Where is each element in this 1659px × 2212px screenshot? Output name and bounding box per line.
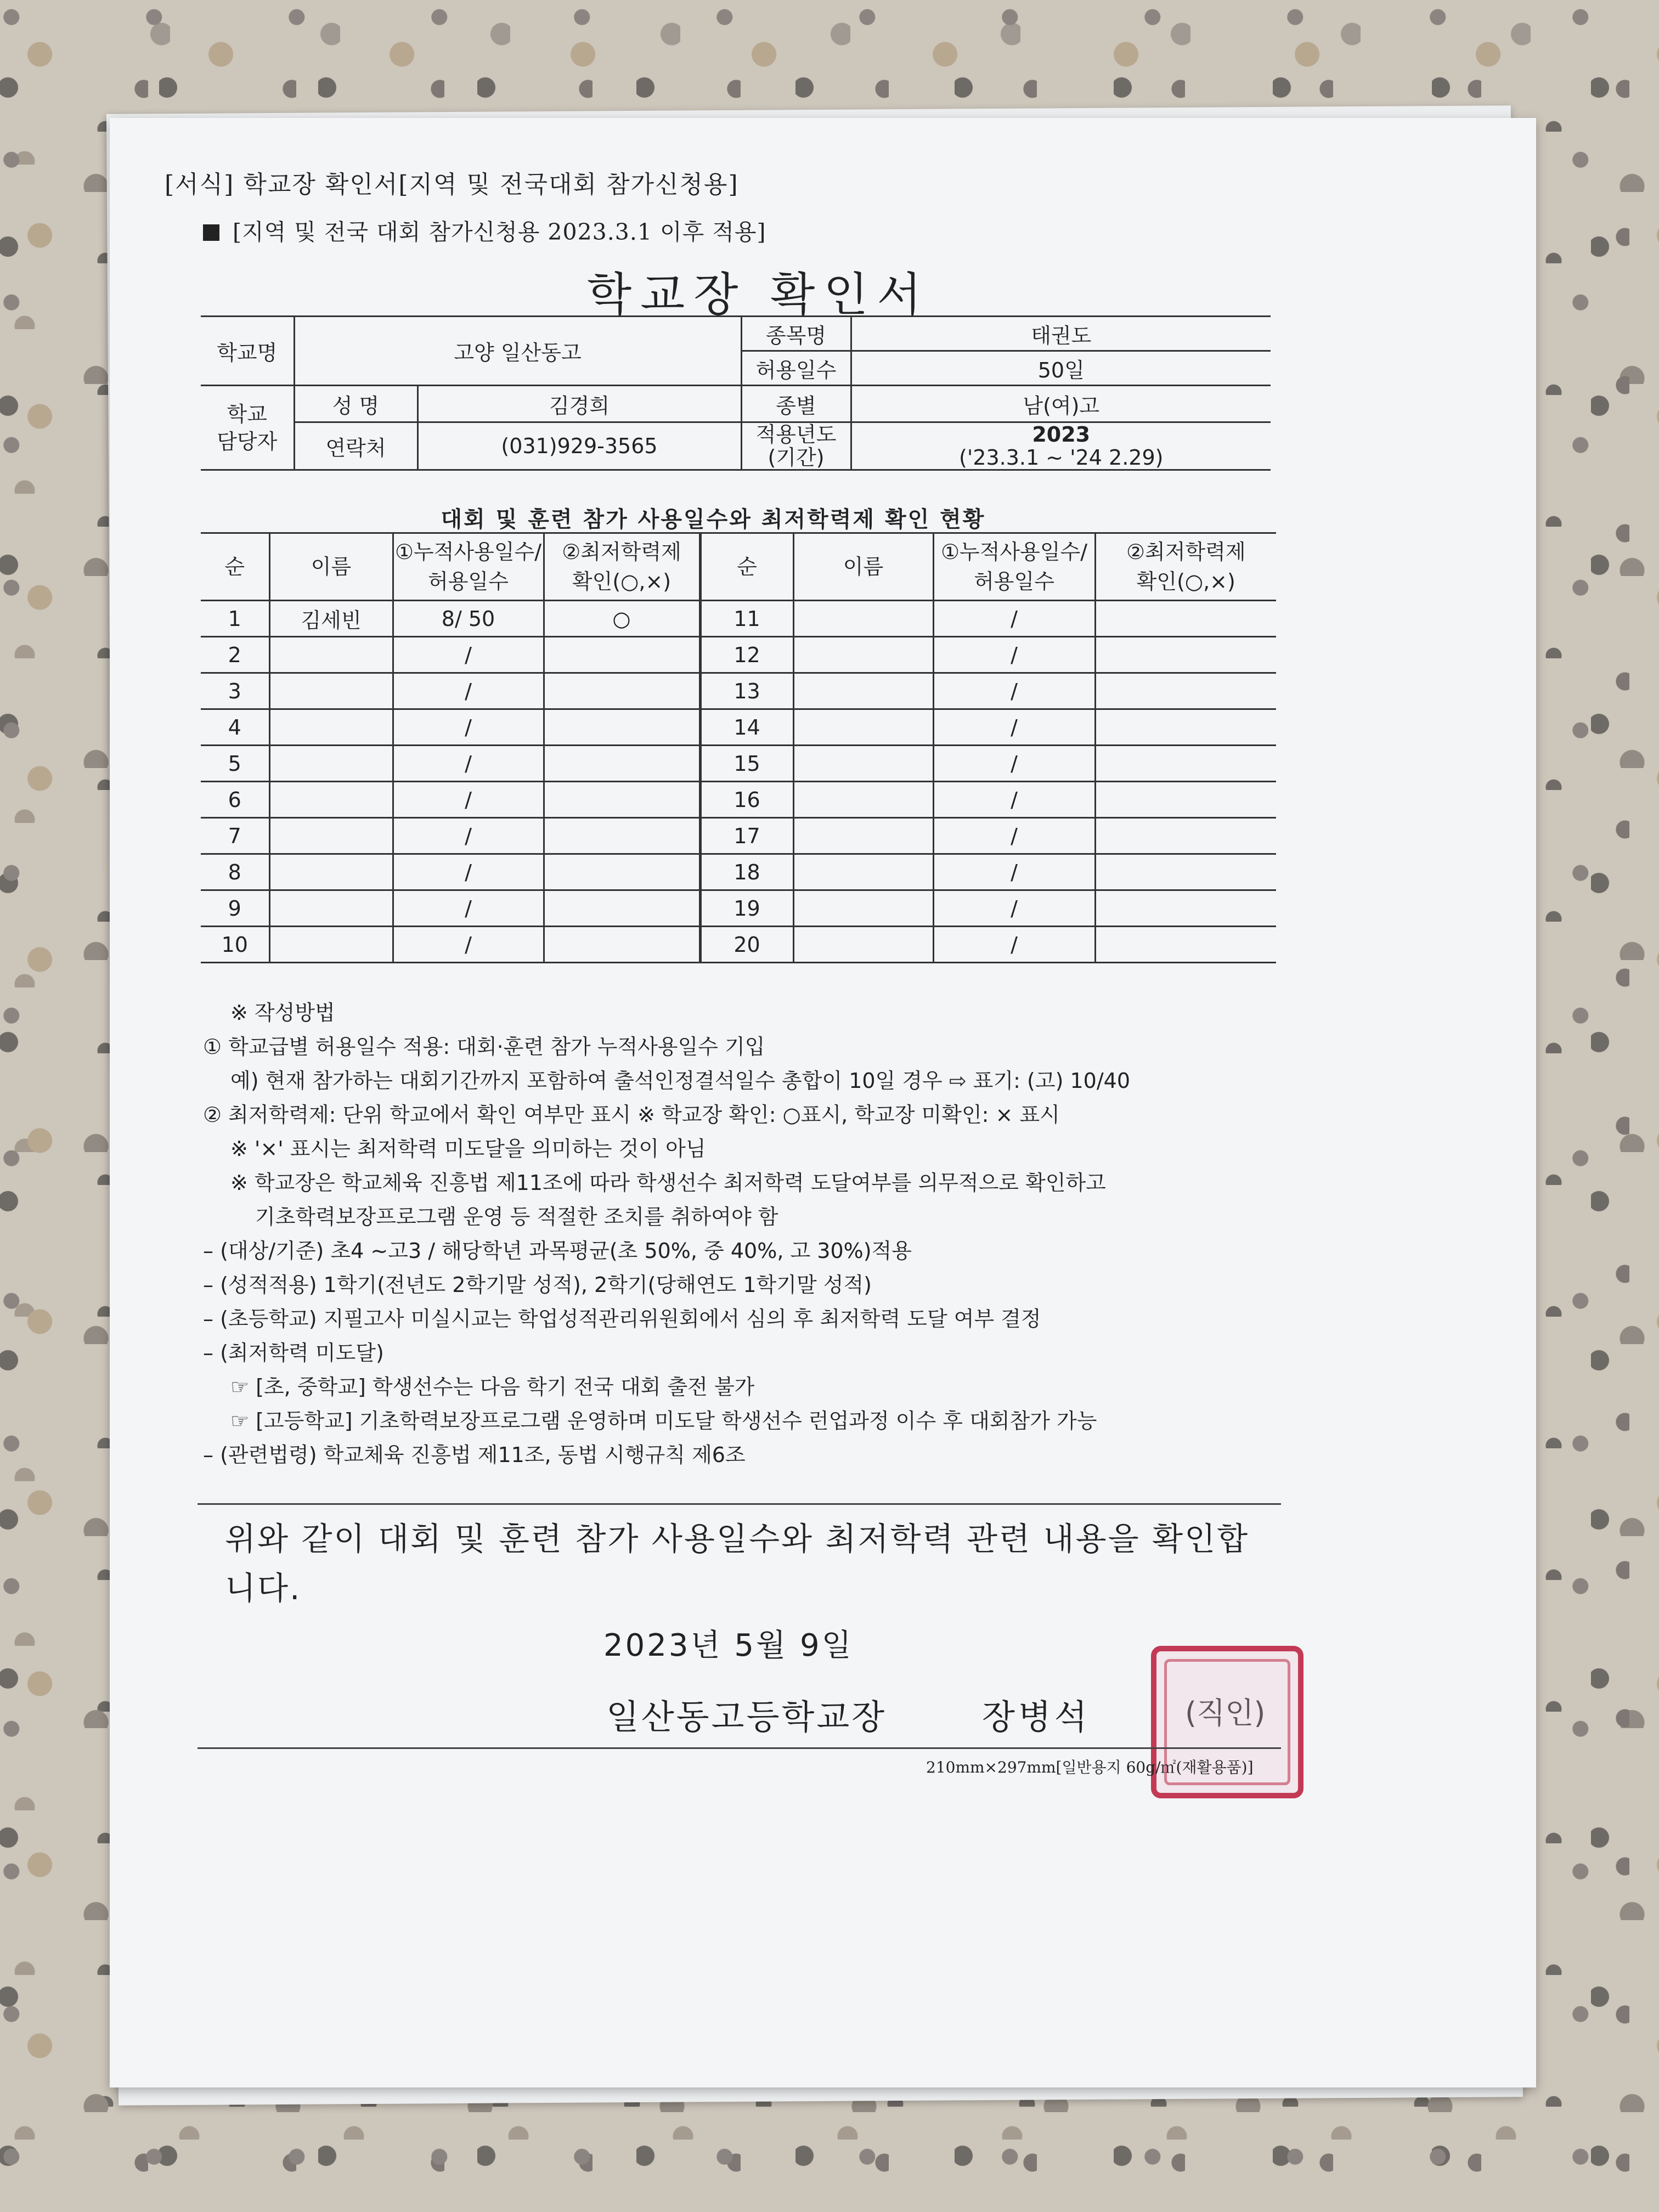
cell-check <box>544 927 700 963</box>
note-line: ☞ [고등학교] 기초학력보장프로그램 운영하며 미도달 학생선수 런업과정 이수 후 대회참가 가능 <box>230 1409 1097 1433</box>
note-line: – (성적적용) 1학기(전년도 2학기말 성적), 2학기(당해연도 1학기말 성적) <box>203 1273 872 1297</box>
cell-check <box>544 818 700 854</box>
cell-name <box>269 818 393 854</box>
cell-days: / <box>933 927 1095 963</box>
cell-days: / <box>393 818 544 854</box>
cell-no: 2 <box>201 637 269 673</box>
note-line: ② 최저학력제: 단위 학교에서 확인 여부만 표시 ※ 학교장 확인: ○표시, 학교장 미확인: × 표시 <box>203 1103 1060 1127</box>
cell-days: / <box>933 890 1095 927</box>
year-label: 적용년도 (기간) <box>741 422 851 470</box>
cell-check <box>544 746 700 782</box>
note-line: ※ '×' 표시는 최저학력 미도달을 의미하는 것이 아님 <box>230 1137 706 1161</box>
cell-name <box>269 637 393 673</box>
cell-check <box>1095 890 1276 927</box>
cell-days: / <box>393 854 544 890</box>
cell-days: / <box>393 673 544 709</box>
principal-title: 일산동고등학교장 <box>606 1697 887 1737</box>
cell-name <box>793 709 933 746</box>
allowed-days-value: 50일 <box>851 351 1271 386</box>
note-line: – (초등학교) 지필고사 미실시교는 학업성적관리위원회에서 심의 후 최저학력 도달 여부 결정 <box>203 1307 1041 1331</box>
cell-days: / <box>933 854 1095 890</box>
cell-no: 15 <box>700 746 793 782</box>
contact-label: 연락처 <box>294 422 417 470</box>
note-line: 예) 현재 참가하는 대회기간까지 포함하여 출석인정결석일수 총합이 10일 경우 ⇨ 표기: (고) 10/40 <box>230 1069 1131 1093</box>
issue-date: 2023년 5월 9일 <box>603 1628 854 1663</box>
type-value: 남(여)고 <box>851 386 1271 422</box>
cell-no: 3 <box>201 673 269 709</box>
cell-name <box>793 818 933 854</box>
cell-no: 13 <box>700 673 793 709</box>
table-row <box>201 746 1276 782</box>
note-line: 기초학력보장프로그램 운영 등 적절한 조치를 취하여야 함 <box>255 1205 778 1229</box>
cell-no: 17 <box>700 818 793 854</box>
cell-no: 9 <box>201 890 269 927</box>
note-line: – (관련법령) 학교체육 진흥법 제11조, 동법 시행규칙 제6조 <box>203 1443 746 1467</box>
cell-no: 14 <box>700 709 793 746</box>
year-period: ('23.3.1 ~ '24 2.29) <box>959 445 1164 470</box>
confirm-statement: 위와 같이 대회 및 훈련 참가 사용일수와 최저학력 관련 내용을 확인합니다. <box>225 1520 1250 1607</box>
cell-no: 12 <box>700 637 793 673</box>
cell-days: / <box>933 637 1095 673</box>
header-no: 순 <box>201 533 269 601</box>
form-label: [서식] 학교장 확인서[지역 및 전국대회 참가신청용] <box>165 171 739 199</box>
cell-check <box>1095 637 1276 673</box>
table-row <box>201 890 1276 927</box>
apply-note <box>203 214 766 246</box>
manager-label: 학교 담당자 <box>201 386 294 470</box>
cell-days: / <box>933 709 1095 746</box>
header-days: ①누적사용일수/ 허용일수 <box>933 533 1095 601</box>
writing-notes <box>203 996 1130 1472</box>
cell-check <box>544 637 700 673</box>
cell-check <box>544 709 700 746</box>
cell-no: 19 <box>700 890 793 927</box>
cell-name <box>269 927 393 963</box>
note-line: – (대상/기준) 초4 ~고3 / 해당학년 과목평균(초 50%, 중 40%, 고 30%)적용 <box>203 1239 912 1263</box>
cell-name <box>269 673 393 709</box>
cell-days: / <box>933 782 1095 818</box>
cell-name <box>793 890 933 927</box>
cell-check <box>1095 818 1276 854</box>
cell-name <box>793 637 933 673</box>
cell-days: / <box>393 782 544 818</box>
cell-days: / <box>933 601 1095 637</box>
cell-name <box>793 746 933 782</box>
apply-note-text: [지역 및 전국 대회 참가신청용 2023.3.1 이후 적용] <box>233 219 766 245</box>
cell-days: / <box>393 927 544 963</box>
cell-check <box>1095 927 1276 963</box>
table-row <box>201 709 1276 746</box>
paper-spec: 210mm×297mm[일반용지 60g/㎡(재활용품)] <box>926 1758 1254 1776</box>
info-table <box>201 315 1271 471</box>
cell-days: / <box>393 637 544 673</box>
note-line: ※ 학교장은 학교체육 진흥법 제11조에 따라 학생선수 최저학력 도달여부를 의무적으로 확인하고 <box>230 1171 1106 1195</box>
cell-days: / <box>393 709 544 746</box>
cell-check <box>1095 854 1276 890</box>
contact-value: (031)929-3565 <box>417 422 741 470</box>
cell-check <box>1095 709 1276 746</box>
year-value: 2023 <box>1032 422 1091 447</box>
cell-name <box>793 601 933 637</box>
cell-name <box>269 709 393 746</box>
cell-name <box>793 927 933 963</box>
square-bullet-icon <box>203 224 219 241</box>
cell-name <box>793 782 933 818</box>
header-name: 이름 <box>269 533 393 601</box>
cell-name <box>793 673 933 709</box>
cell-days: 8/ 50 <box>393 601 544 637</box>
cell-check <box>544 782 700 818</box>
table-row <box>201 637 1276 673</box>
school-label: 학교명 <box>201 317 294 386</box>
cell-no: 1 <box>201 601 269 637</box>
cell-days: / <box>393 746 544 782</box>
header-no: 순 <box>700 533 793 601</box>
divider <box>198 1747 1281 1749</box>
note-line: ☞ [초, 중학교] 학생선수는 다음 학기 전국 대회 출전 불가 <box>230 1375 755 1399</box>
cell-name <box>269 746 393 782</box>
table-row <box>201 818 1276 854</box>
year-cell <box>851 422 1271 470</box>
participation-rows <box>201 601 1276 963</box>
event-value: 태권도 <box>851 317 1271 351</box>
table-row <box>201 601 1276 637</box>
cell-no: 8 <box>201 854 269 890</box>
type-label: 종별 <box>741 386 851 422</box>
cell-no: 10 <box>201 927 269 963</box>
cell-check <box>544 854 700 890</box>
cell-check: ○ <box>544 601 700 637</box>
header-check: ②최저학력제 확인(○,×) <box>1095 533 1276 601</box>
notes-heading: ※ 작성방법 <box>230 1001 335 1025</box>
divider <box>198 1503 1281 1505</box>
name-label: 성 명 <box>294 386 417 422</box>
document-title: 학교장 확인서 <box>587 268 930 321</box>
cell-no: 18 <box>700 854 793 890</box>
event-label: 종목명 <box>741 317 851 351</box>
table-row <box>201 854 1276 890</box>
cell-check <box>1095 601 1276 637</box>
table-row <box>201 673 1276 709</box>
cell-no: 7 <box>201 818 269 854</box>
cell-name <box>269 854 393 890</box>
cell-days: / <box>933 818 1095 854</box>
cell-no: 16 <box>700 782 793 818</box>
cell-days: / <box>393 890 544 927</box>
cell-name <box>269 782 393 818</box>
header-check: ②최저학력제 확인(○,×) <box>544 533 700 601</box>
cell-check <box>1095 746 1276 782</box>
cell-name: 김세빈 <box>269 601 393 637</box>
table-row <box>201 782 1276 818</box>
table-row <box>201 927 1276 963</box>
school-value: 고양 일산동고 <box>294 317 741 386</box>
cell-check <box>1095 673 1276 709</box>
cell-no: 4 <box>201 709 269 746</box>
note-line: – (최저학력 미도달) <box>203 1341 384 1365</box>
note-line: ① 학교급별 허용일수 적용: 대회·훈련 참가 누적사용일수 기입 <box>203 1035 765 1059</box>
cell-check <box>544 890 700 927</box>
cell-no: 6 <box>201 782 269 818</box>
cell-check <box>1095 782 1276 818</box>
header-days: ①누적사용일수/ 허용일수 <box>393 533 544 601</box>
principal-name: 장병석 <box>982 1697 1091 1737</box>
name-value: 김경희 <box>417 386 741 422</box>
list-title: 대회 및 훈련 참가 사용일수와 최저학력제 확인 현황 <box>441 507 986 532</box>
header-name: 이름 <box>793 533 933 601</box>
cell-name <box>793 854 933 890</box>
cell-no: 20 <box>700 927 793 963</box>
cell-days: / <box>933 746 1095 782</box>
allowed-days-label: 허용일수 <box>741 351 851 386</box>
cell-check <box>544 673 700 709</box>
cell-no: 5 <box>201 746 269 782</box>
cell-name <box>269 890 393 927</box>
cell-days: / <box>933 673 1095 709</box>
seal-placeholder: (직인) <box>1185 1696 1266 1730</box>
cell-no: 11 <box>700 601 793 637</box>
participation-table <box>201 532 1276 963</box>
